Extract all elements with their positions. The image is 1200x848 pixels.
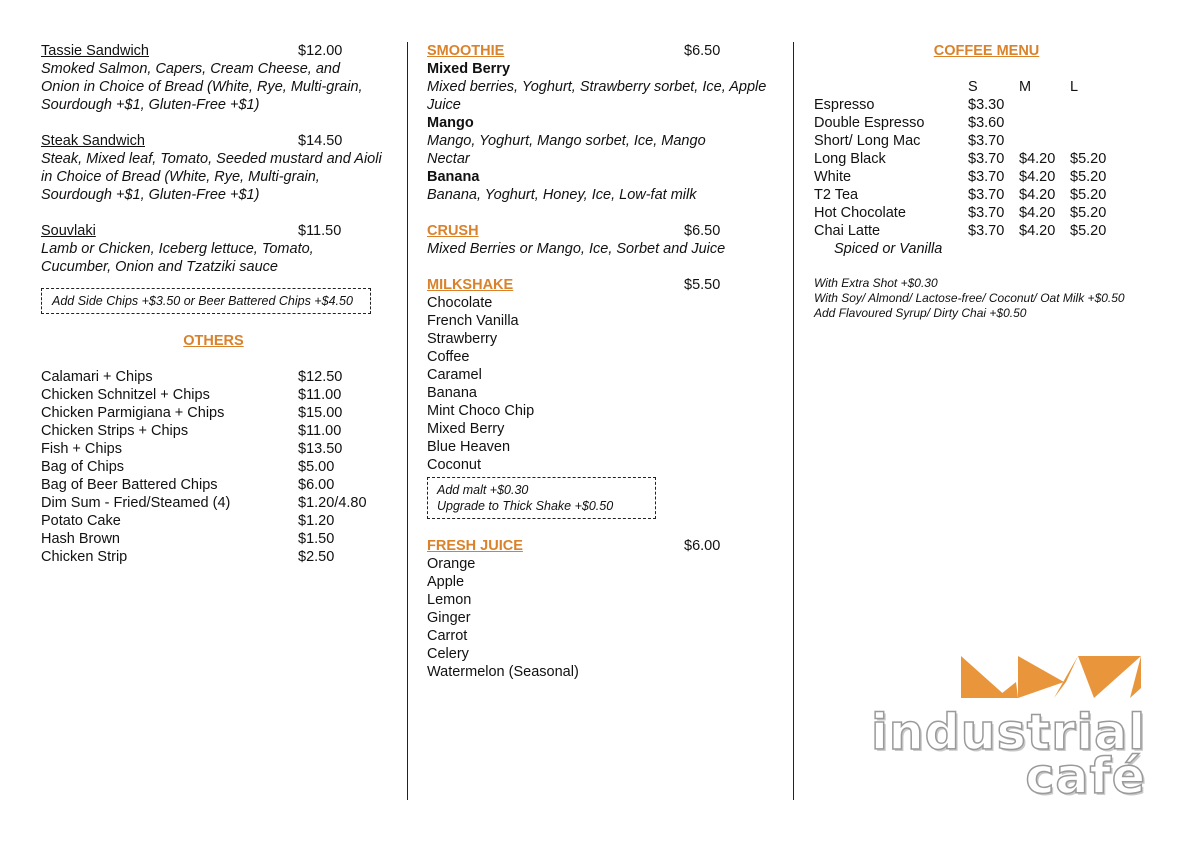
drinks-column: [427, 42, 772, 681]
milkshake-heading: MILKSHAKE: [427, 277, 514, 293]
coffee-name: White: [814, 169, 852, 185]
price-large: $5.20: [1070, 187, 1107, 203]
coffee-item: [814, 150, 1159, 168]
smoothie-name: Mixed Berry: [427, 61, 511, 77]
item-price: $12.00: [298, 43, 343, 59]
coffee-column: [814, 42, 1159, 321]
sandwich-item: [41, 222, 386, 276]
item-name: Souvlaki: [41, 223, 96, 239]
item-name: Chicken Strip: [41, 549, 128, 565]
price-large: $5.20: [1070, 205, 1107, 221]
coffee-name: Double Espresso: [814, 115, 925, 131]
crush-description: Mixed Berries or Mango, Ice, Sorbet and Juice: [427, 241, 726, 257]
price-medium: [1019, 114, 1070, 132]
price-medium: $4.20: [1019, 205, 1056, 221]
smoothie-name: Mango: [427, 115, 474, 131]
coffee-item: [814, 132, 1159, 150]
price-small: $3.30: [968, 97, 1005, 113]
milkshake-list: [427, 294, 772, 474]
coffee-extra: With Soy/ Almond/ Lactose-free/ Coconut/ Oat Milk +$0.50: [814, 291, 1125, 305]
smoothie-price: $6.50: [684, 43, 721, 59]
others-item: [41, 476, 386, 494]
juice-item: Apple: [427, 574, 465, 590]
price-large: [1070, 114, 1130, 132]
milkshake-extra: Upgrade to Thick Shake +$0.50: [437, 499, 614, 513]
sides-note-box: Add Side Chips +$3.50 or Beer Battered Chips +$4.50: [41, 288, 371, 314]
price-medium: [1019, 96, 1070, 114]
coffee-item: [814, 222, 1159, 240]
milkshake-flavour: Coffee: [427, 349, 470, 365]
item-price: $5.00: [298, 459, 335, 475]
coffee-item: [814, 186, 1159, 204]
item-name: Chicken Schnitzel + Chips: [41, 387, 210, 403]
coffee-item: [814, 96, 1159, 114]
price-medium: $4.20: [1019, 223, 1056, 239]
size-medium: M: [1019, 79, 1032, 95]
coffee-name: Espresso: [814, 97, 875, 113]
milkshake-flavour: Strawberry: [427, 331, 498, 347]
fresh-juice-heading: FRESH JUICE: [427, 538, 523, 554]
item-price: $1.20: [298, 513, 335, 529]
item-name: Calamari + Chips: [41, 369, 153, 385]
crush-price: $6.50: [684, 223, 721, 239]
crush-heading: CRUSH: [427, 223, 479, 239]
others-item: [41, 512, 386, 530]
coffee-name: Hot Chocolate: [814, 205, 906, 221]
item-price: $15.00: [298, 405, 343, 421]
juice-item: Orange: [427, 556, 476, 572]
price-small: $3.60: [968, 115, 1005, 131]
coffee-name: T2 Tea: [814, 187, 859, 203]
price-small: $3.70: [968, 151, 1005, 167]
price-medium: $4.20: [1019, 169, 1056, 185]
food-column: [41, 42, 386, 566]
others-item: [41, 440, 386, 458]
price-small: $3.70: [968, 187, 1005, 203]
price-large: $5.20: [1070, 169, 1107, 185]
juice-item: Lemon: [427, 592, 472, 608]
item-price: $6.00: [298, 477, 335, 493]
item-name: Chicken Parmigiana + Chips: [41, 405, 225, 421]
coffee-item: [814, 204, 1159, 222]
item-price: $14.50: [298, 133, 343, 149]
item-price: $11.00: [298, 387, 342, 403]
column-divider: [793, 42, 794, 800]
others-list: [41, 368, 386, 566]
others-item: [41, 548, 386, 566]
coffee-size-header: [814, 78, 1159, 96]
logo-triangles-icon: [898, 652, 1150, 712]
milkshake-price: $5.50: [684, 277, 721, 293]
size-small: S: [968, 79, 978, 95]
item-description: Lamb or Chicken, Iceberg lettuce, Tomato, Cucumber, Onion and Tzatziki sauce: [41, 241, 314, 275]
item-name: Bag of Beer Battered Chips: [41, 477, 218, 493]
item-price: $12.50: [298, 369, 343, 385]
juice-item: Carrot: [427, 628, 468, 644]
price-small: $3.70: [968, 133, 1005, 149]
others-item: [41, 386, 386, 404]
others-item: [41, 404, 386, 422]
price-medium: $4.20: [1019, 187, 1056, 203]
item-name: Bag of Chips: [41, 459, 125, 475]
logo-text-industrial: industrial: [870, 704, 1146, 761]
item-price: $13.50: [298, 441, 343, 457]
others-item: [41, 530, 386, 548]
sandwich-item: [41, 42, 386, 114]
price-large: [1070, 96, 1130, 114]
item-name: Dim Sum - Fried/Steamed (4): [41, 495, 231, 511]
industrial-cafe-logo: [870, 652, 1150, 805]
milkshake-flavour: Coconut: [427, 457, 482, 473]
price-large: $5.20: [1070, 151, 1107, 167]
smoothie-description: Mango, Yoghurt, Mango sorbet, Ice, Mango Nectar: [427, 133, 706, 167]
juice-item: Watermelon (Seasonal): [427, 664, 579, 680]
logo-triangle: [1078, 656, 1141, 698]
item-description: Smoked Salmon, Capers, Cream Cheese, and Onion in Choice of Bread (White, Rye, Multi-grain, Sourdough +$1, Gluten-Free +$1): [41, 61, 363, 113]
price-small: $3.70: [968, 169, 1005, 185]
milkshake-flavour: French Vanilla: [427, 313, 519, 329]
item-name: Chicken Strips + Chips: [41, 423, 189, 439]
milkshake-extra: Add malt +$0.30: [437, 483, 529, 497]
fresh-juice-price: $6.00: [684, 538, 721, 554]
others-heading: OTHERS: [183, 333, 244, 349]
price-medium: [1019, 132, 1070, 150]
milkshake-extras-box: [427, 477, 656, 519]
price-small: $3.70: [968, 205, 1005, 221]
item-price: $1.20/4.80: [298, 495, 367, 511]
chai-note: Spiced or Vanilla: [834, 241, 943, 257]
milkshake-flavour: Blue Heaven: [427, 439, 511, 455]
logo-triangle: [996, 682, 1018, 698]
coffee-item: [814, 168, 1159, 186]
smoothie-description: Banana, Yoghurt, Honey, Ice, Low-fat milk: [427, 187, 697, 203]
milkshake-flavour: Caramel: [427, 367, 482, 383]
coffee-name: Long Black: [814, 151, 886, 167]
coffee-extra: With Extra Shot +$0.30: [814, 276, 938, 290]
coffee-extra: Add Flavoured Syrup/ Dirty Chai +$0.50: [814, 306, 1027, 320]
others-item: [41, 458, 386, 476]
smoothie-heading: SMOOTHIE: [427, 43, 505, 59]
juice-item: Celery: [427, 646, 469, 662]
logo-text-cafe: café: [1025, 748, 1146, 805]
coffee-name: Chai Latte: [814, 223, 881, 239]
coffee-list: [814, 96, 1159, 240]
item-price: $11.00: [298, 423, 342, 439]
others-item: [41, 368, 386, 386]
milkshake-flavour: Chocolate: [427, 295, 493, 311]
price-large: $5.20: [1070, 223, 1107, 239]
logo-triangle: [1054, 656, 1078, 698]
item-name: Potato Cake: [41, 513, 121, 529]
item-name: Tassie Sandwich: [41, 43, 149, 59]
item-name: Fish + Chips: [41, 441, 122, 457]
sandwich-item: [41, 132, 386, 204]
coffee-name: Short/ Long Mac: [814, 133, 921, 149]
price-small: $3.70: [968, 223, 1005, 239]
coffee-item: [814, 114, 1159, 132]
column-divider: [407, 42, 408, 800]
fresh-juice-list: [427, 555, 772, 681]
smoothie-name: Banana: [427, 169, 480, 185]
milkshake-flavour: Banana: [427, 385, 477, 401]
size-large: L: [1070, 79, 1079, 95]
price-medium: $4.20: [1019, 151, 1056, 167]
item-price: $2.50: [298, 549, 335, 565]
smoothie-description: Mixed berries, Yoghurt, Strawberry sorbet, Ice, Apple Juice: [427, 79, 767, 113]
item-price: $11.50: [298, 223, 342, 239]
others-item: [41, 422, 386, 440]
logo-triangle: [1018, 656, 1064, 698]
logo-triangle: [961, 656, 1008, 698]
price-large: [1070, 132, 1130, 150]
item-name: Steak Sandwich: [41, 133, 145, 149]
others-item: [41, 494, 386, 512]
item-description: Steak, Mixed leaf, Tomato, Seeded mustard and Aioli in Choice of Bread (White, Rye, Multi-grain, Sourdough +$1, Gluten-Free +$1): [41, 151, 382, 203]
item-name: Hash Brown: [41, 531, 120, 547]
milkshake-flavour: Mixed Berry: [427, 421, 505, 437]
coffee-heading: COFFEE MENU: [933, 43, 1040, 59]
item-price: $1.50: [298, 531, 335, 547]
milkshake-flavour: Mint Choco Chip: [427, 403, 535, 419]
juice-item: Ginger: [427, 610, 471, 626]
coffee-extras: [814, 276, 1159, 321]
